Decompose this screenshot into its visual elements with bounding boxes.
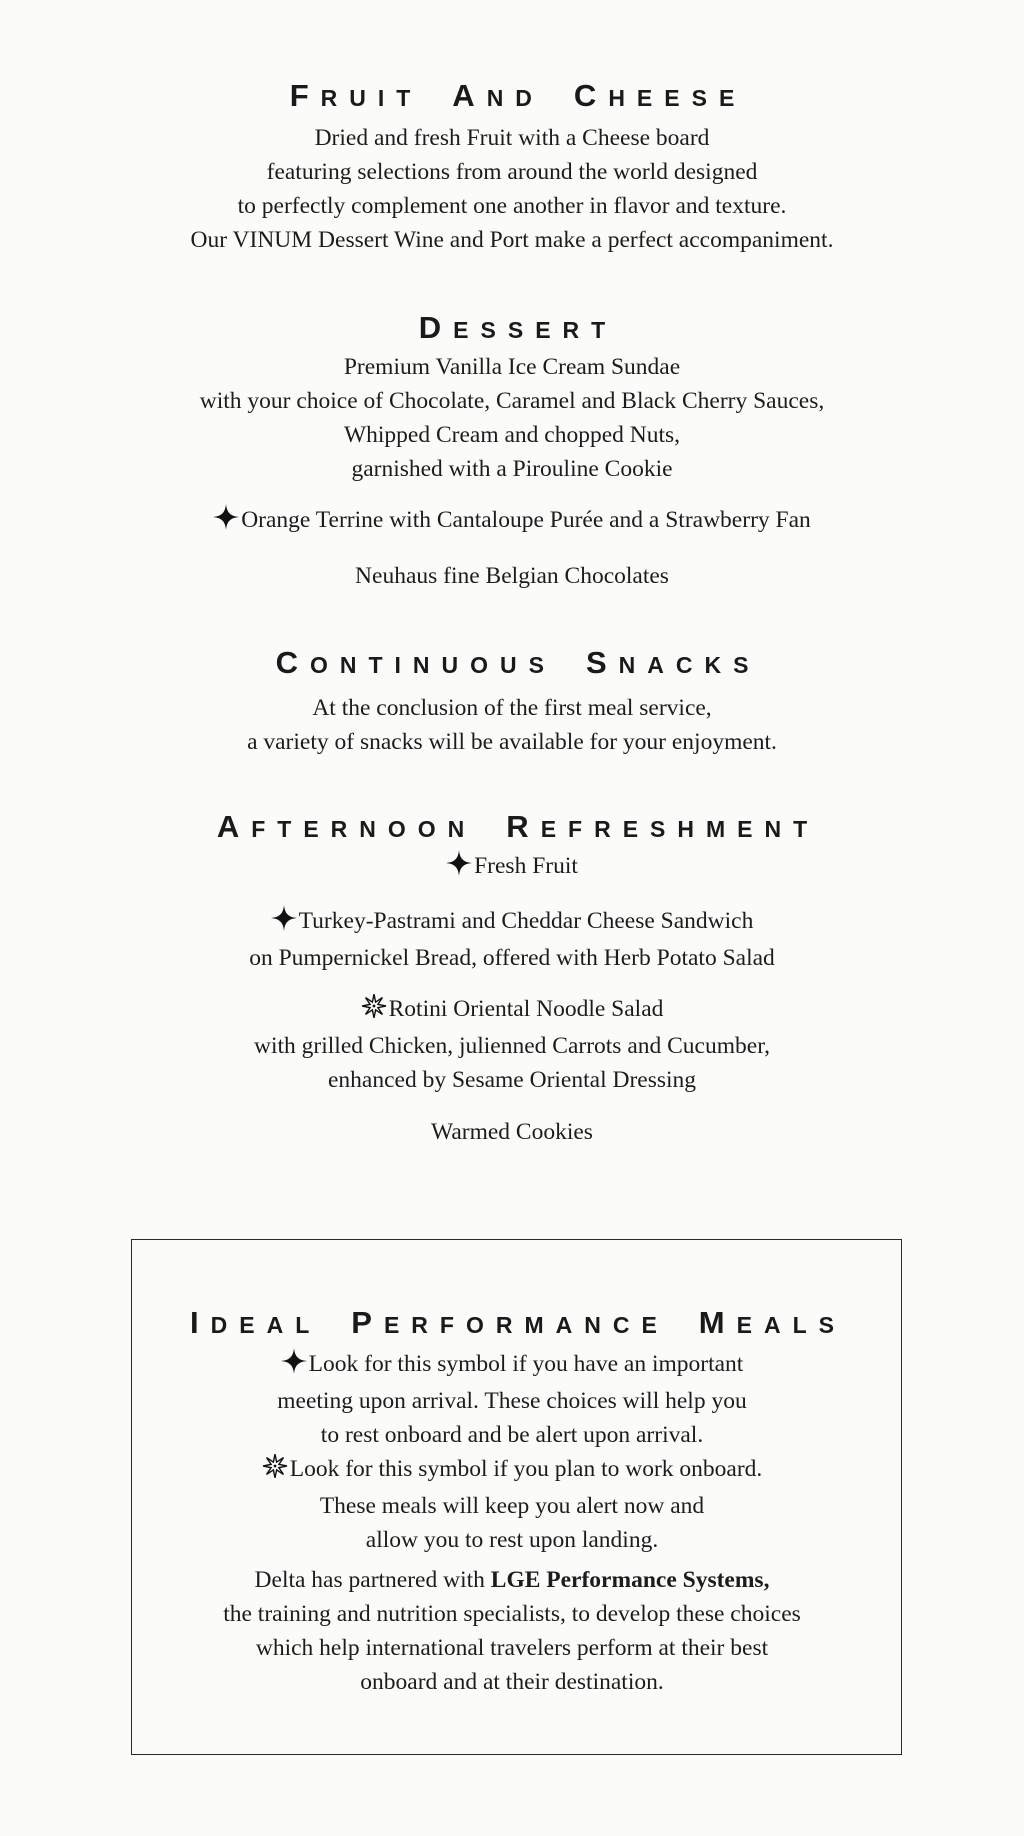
alert-symbol-line: to rest onboard and be alert upon arrival.: [320, 1422, 704, 1448]
fruit-and-cheese-heading: FRUIT AND CHEESE: [289, 78, 747, 113]
noodle-salad-item: [0, 992, 1024, 1029]
noodle-salad-detail-line: with grilled Chicken, julienned Carrots and Cucumber,: [254, 1033, 770, 1059]
dessert-sundae-line: with your choice of Chocolate, Caramel and Black Cherry Sauces,: [199, 388, 825, 414]
partner-line: [0, 1563, 1024, 1597]
noodle-salad-detail-line: enhanced by Sesame Oriental Dressing: [327, 1067, 697, 1093]
dessert-chocolates-item: Neuhaus fine Belgian Chocolates: [355, 563, 669, 589]
fruit-and-cheese-line: featuring selections from around the world designed: [266, 159, 758, 185]
fresh-fruit-text: Fresh Fruit: [474, 853, 578, 879]
alert-symbol-explanation: [0, 1347, 1024, 1384]
partner-line: the training and nutrition specialists, to develop these choices: [223, 1601, 801, 1627]
fruit-and-cheese-section: [0, 78, 1024, 257]
continuous-snacks-heading: CONTINUOUS SNACKS: [275, 645, 761, 680]
dessert-section: [0, 310, 1024, 593]
sandwich-detail-line: on Pumpernickel Bread, offered with Herb Potato Salad: [249, 945, 775, 971]
sandwich-text: Turkey-Pastrami and Cheddar Cheese Sandwich: [298, 908, 754, 934]
work-symbol-line: These meals will keep you alert now and: [319, 1493, 705, 1519]
partner-line: onboard and at their destination.: [360, 1669, 664, 1695]
sandwich-item: [0, 904, 1024, 941]
afternoon-refreshment-section: [0, 809, 1024, 1149]
eight-point-star-icon: [262, 1453, 288, 1489]
dessert-sundae-line: Whipped Cream and chopped Nuts,: [343, 422, 681, 448]
partner-prefix: Delta has partnered with: [254, 1567, 491, 1593]
continuous-snacks-section: [0, 645, 1024, 759]
ideal-performance-meals-heading: IDEAL PERFORMANCE MEALS: [190, 1305, 846, 1340]
four-point-star-icon: [281, 1348, 307, 1384]
ideal-performance-meals-section: [0, 1305, 1024, 1699]
dessert-terrine-text: Orange Terrine with Cantaloupe Purée and a Strawberry Fan: [241, 507, 811, 533]
work-symbol-text: Look for this symbol if you plan to work onboard.: [289, 1456, 763, 1482]
work-symbol-line: allow you to rest upon landing.: [365, 1527, 659, 1553]
afternoon-refreshment-heading: AFTERNOON REFRESHMENT: [216, 809, 820, 844]
alert-symbol-line: meeting upon arrival. These choices will help you: [277, 1388, 747, 1414]
noodle-salad-text: Rotini Oriental Noodle Salad: [388, 996, 664, 1022]
partner-name: LGE Performance Systems,: [490, 1567, 770, 1593]
alert-symbol-text: Look for this symbol if you have an important: [308, 1351, 744, 1377]
warmed-cookies-item: Warmed Cookies: [431, 1119, 593, 1145]
eight-point-star-icon: [361, 993, 387, 1029]
dessert-sundae-line: Premium Vanilla Ice Cream Sundae: [343, 354, 681, 380]
dessert-heading: DESSERT: [418, 310, 618, 345]
fruit-and-cheese-line: to perfectly complement one another in flavor and texture.: [237, 193, 787, 219]
four-point-star-icon: [446, 850, 472, 886]
four-point-star-icon: [213, 504, 239, 540]
fresh-fruit-item: [0, 849, 1024, 886]
fruit-and-cheese-line: Dried and fresh Fruit with a Cheese board: [314, 125, 710, 151]
dessert-terrine-item: [0, 503, 1024, 540]
fruit-and-cheese-line: Our VINUM Dessert Wine and Port make a perfect accompaniment.: [190, 227, 834, 253]
work-symbol-explanation: [0, 1452, 1024, 1489]
continuous-snacks-line: a variety of snacks will be available for your enjoyment.: [247, 729, 777, 755]
four-point-star-icon: [271, 905, 297, 941]
partner-line: which help international travelers perform at their best: [255, 1635, 769, 1661]
continuous-snacks-line: At the conclusion of the first meal service,: [312, 695, 712, 721]
dessert-sundae-line: garnished with a Pirouline Cookie: [351, 456, 673, 482]
